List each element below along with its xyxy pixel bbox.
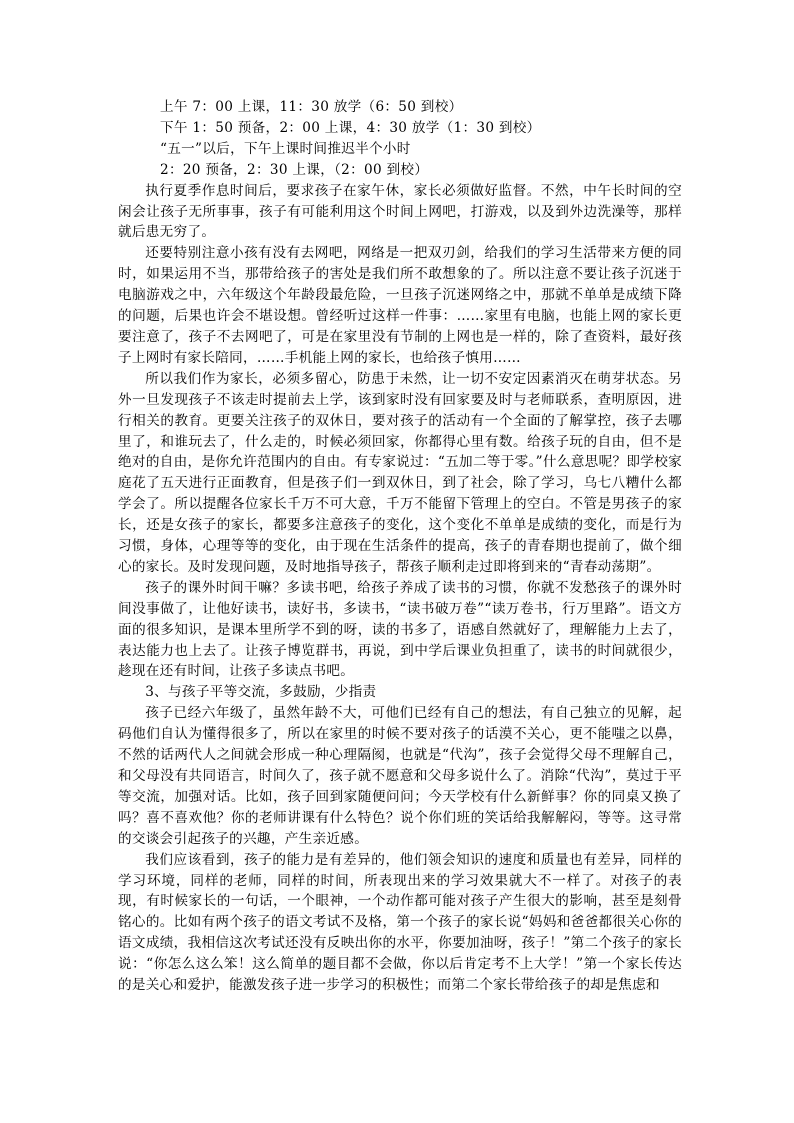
schedule-line-adjusted: 2：20 预备，2：30 上课，（2：00 到校） [160,161,429,178]
schedule-line-may-note: “五一”以后，下午上课时间推迟半个小时 [160,140,411,157]
paragraph-internet: 还要特别注意小孩有没有去网吧，网络是一把双刃剑，给我们的学习生活带来方便的同时，如果运用不当，那带给孩子的害处是我们所不敢想象的了。所以注意不要让孩子沉迷于电脑游戏之中，六年级这个年龄段最危险，一旦孩子沉迷网络之中，那就不单单是成绩下降的问题，后果也许会不堪设想。曾经听过这样一件事：……家里有电脑，也能上网的家长更要注意了，孩子不去网吧了，可是在家里没有节制的上网也是一样的，除了查资料，最好孩子上网时有家长陪同，……手机能上网的家长，也给孩子慎用…… [118,245,682,366]
paragraph-encouragement: 我们应该看到，孩子的能力是有差异的，他们领会知识的速度和质量也有差异，同样的学习环境，同样的老师，同样的时间，所表现出来的学习效果就大不一样了。对孩子的表现，有时候家长的一句话，一个眼神，一个动作都可能对孩子产生很大的影响，甚至是刻骨铭心的。比如有两个孩子的语文考试不及格，第一个孩子的家长说“妈妈和爸爸都很关心你的语文成绩，我相信这次考试还没有反映出你的水平，你要加油呀，孩子！”第二个孩子的家长说：“你怎么这么笨！这么简单的题目都不会做，你以后肯定考不上大学！”第一个家长传达的是关心和爱护，能激发孩子进一步学习的积极性；而第二个家长带给孩子的却是焦虑和 [118,851,682,994]
paragraph-summer-schedule: 执行夏季作息时间后，要求孩子在家午休，家长必须做好监督。不然，中午长时间的空闲会让孩子无所事事，孩子有可能利用这个时间上网吧，打游戏，以及到外边洗澡等，那样就后患无穷了。 [118,182,682,241]
paragraph-parent-vigilance: 所以我们作为家长，必须多留心，防患于未然，让一切不安定因素消灭在萌芽状态。另外一旦发现孩子不该走时提前去上学，该到家时没有回家要及时与老师联系，查明原因，进行相关的教育。更要关注孩子的双休日，要对孩子的活动有一个全面的了解掌控，孩子去哪里了，和谁玩去了，什么走的，时候必须回家，你都得心里有数。给孩子玩的自由，但不是绝对的自由，是你允许范围内的自由。有专家说过：“五加二等于零。”什么意思呢？即学校家庭花了五天进行正面教育，但是孩子们一到双休日，到了社会，除了学习，乌七八糟什么都学会了。所以提醒各位家长千万不可大意，千万不能留下管理上的空白。不管是男孩子的家长，还是女孩子的家长，都要多注意孩子的变化，这个变化不单单是成绩的变化，而是行为习惯，身体，心理等等的变化，由于现在生活条件的提高，孩子的青春期也提前了，做个细心的家长。及时发现问题，及时地指导孩子，帮孩子顺利走过即将到来的“青春动荡期”。 [118,370,682,575]
section-heading-communication: 3、与孩子平等交流，多鼓励，少指责 [145,684,377,701]
schedule-line-afternoon: 下午 1：50 预备，2：00 上课，4：30 放学（1：30 到校） [160,119,541,136]
paragraph-communication: 孩子已经六年级了，虽然年龄不大，可他们已经有自己的想法，有自己独立的见解，起码他们自认为懂得很多了，所以在家里的时候不要对孩子的话漠不关心，更不能嗤之以鼻，不然的话两代人之间就会形成一种心理隔阂，也就是“代沟”，孩子会觉得父母不理解自己，和父母没有共同语言，时间久了，孩子就不愿意和父母多说什么了。消除“代沟”，莫过于平等交流，加强对话。比如，孩子回到家随便问问；今天学校有什么新鲜事？你的同桌又换了吗？喜不喜欢他？你的老师讲课有什么特色？说个你们班的笑话给我解解闷，等等。这寻常的交谈会引起孩子的兴趣，产生亲近感。 [118,705,682,847]
paragraph-reading: 孩子的课外时间干嘛？多读书吧，给孩子养成了读书的习惯，你就不发愁孩子的课外时间没事做了，让他好读书，读好书，多读书，“读书破万卷”“读万卷书，行万里路”。语文方面的很多知识，是课本里所学不到的呀，读的书多了，语感自然就好了，理解能力上去了，表达能力也上去了。让孩子博览群书，再说，到中学后课业负担重了，读书的时间就很少，趁现在还有时间，让孩子多读点书吧。 [118,579,682,680]
schedule-line-morning: 上午 7：00 上课，11：30 放学（6：50 到校） [160,99,463,115]
